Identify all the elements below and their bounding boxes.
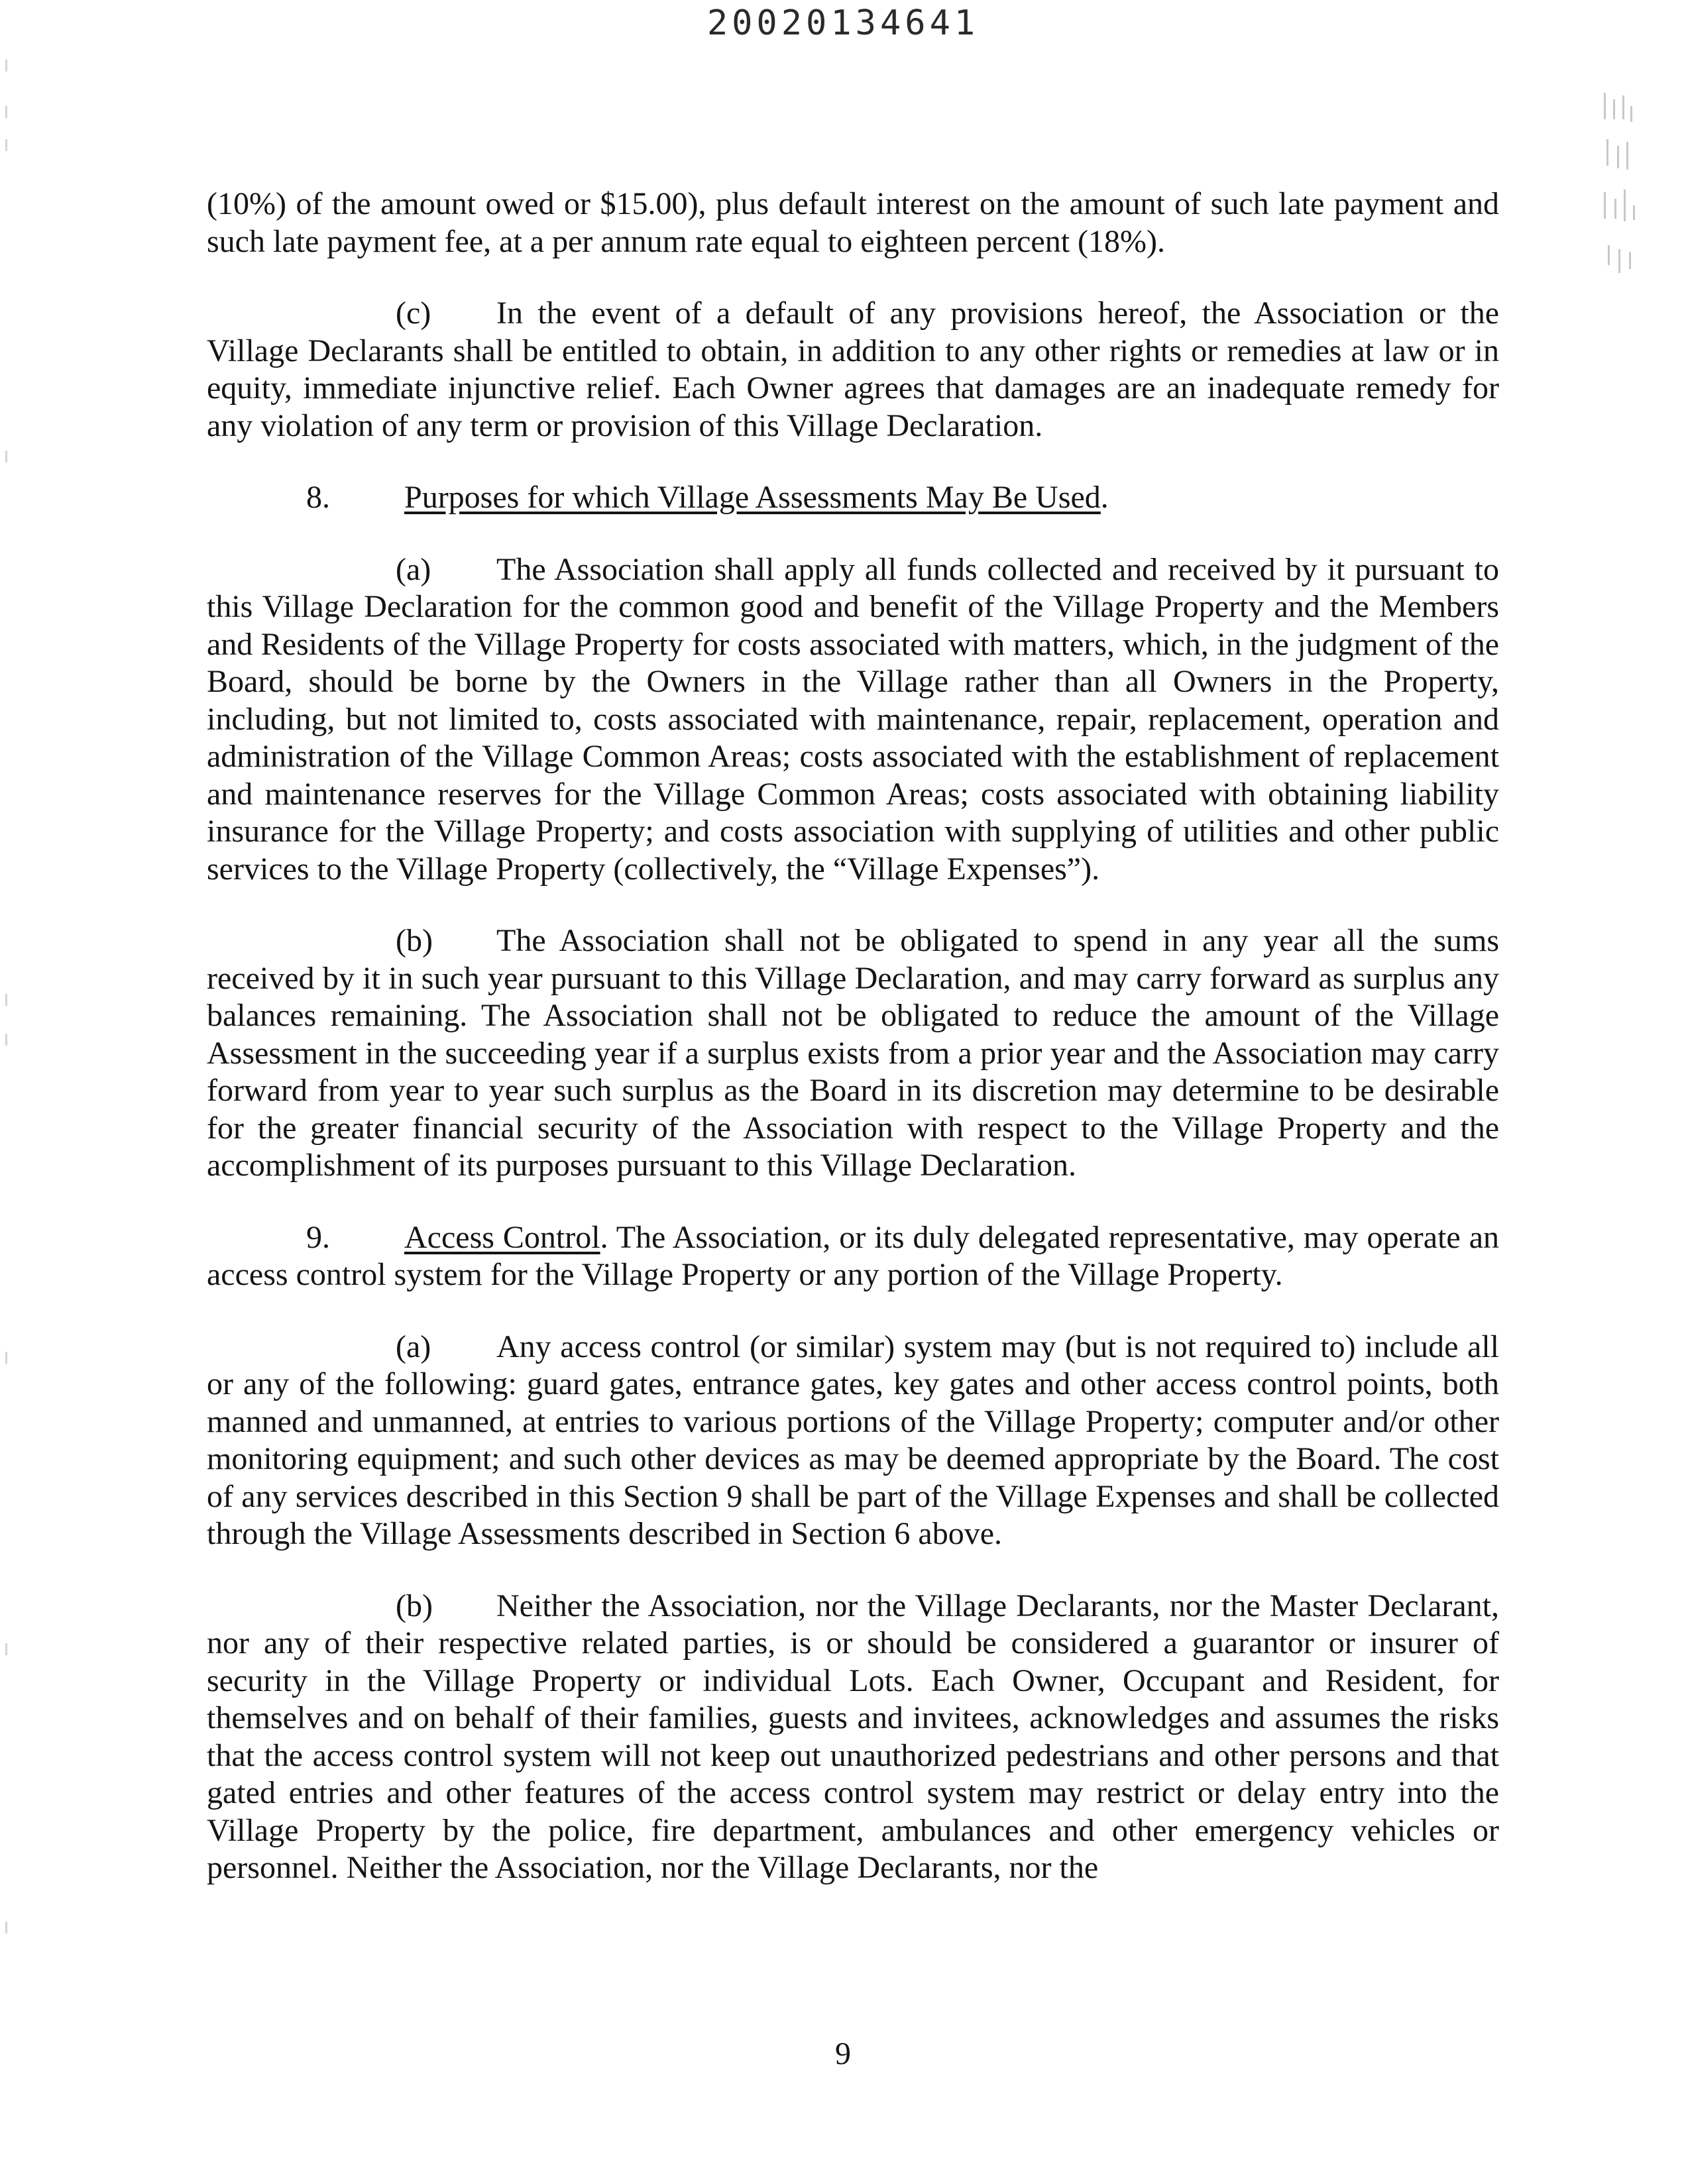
section-title: Access Control (404, 1219, 600, 1255)
paragraph-8b (207, 922, 1499, 1185)
paragraph-text: Neither the Association, nor the Village Declarants, nor the Master Declarant, nor any of their respective related parties, is or should be considered a guarantor or insurer of security in the Village Property or individual Lots. Each Owner, Occupant and Resident, for themselves and on behalf of their families, guests and invitees, acknowledges and assumes the risks that the access control system will not keep out unauthorized pedestrians and other persons and that gated entries and other features of the access control system may restrict or delay entry into the Village Property by the police, fire department, ambulances and other emergency vehicles or personnel. Neither the Association, nor the Village Declarants, nor the (207, 1588, 1499, 1885)
paragraph-text: The Association shall apply all funds collected and received by it pursuant to this Village Declaration for the common good and benefit of the Village Property and the Members and Residents of the Village Property for costs associated with matters, which, in the judgment of the Board, should be borne by the Owners in the Village rather than all Owners in the Property, including, but not limited to, costs associated with maintenance, repair, replacement, operation and administration of the Village Common Areas; costs associated with the establishment of replacement and maintenance reserves for the Village Common Areas; costs associated with obtaining liability insurance for the Village Property; and costs association with supplying of utilities and other public services to the Village Property (collectively, the “Village Expenses”). (207, 551, 1499, 887)
section-9-intro (207, 1219, 1499, 1294)
page-number: 9 (835, 2036, 851, 2071)
paragraph-late-payment-continuation (207, 186, 1499, 260)
paragraph-7c (207, 295, 1499, 445)
document-body (207, 186, 1499, 1922)
document-number: 20020134641 (706, 3, 980, 43)
subsection-label: (c) (396, 296, 431, 331)
section-title-period: . (1100, 480, 1109, 515)
paragraph-8a (207, 551, 1499, 889)
subsection-label: (a) (396, 1329, 431, 1364)
section-number: 8. (306, 480, 330, 515)
paragraph-text: Any access control (or similar) system may (but is not required to) include all or any of the following: guard gates, entrance gates, key gates and other access control points, both manned and unmanned, at entries to various portions of the Village Property; computer and/or other monitoring equipment; and such other devices as may be deemed appropriate by the Board. The cost of any services described in this Section 9 shall be part of the Village Expenses and shall be collected through the Village Assessments described in Section 6 above. (207, 1329, 1499, 1551)
left-edge-artifacts (5, 0, 9, 2184)
paragraph-9a (207, 1329, 1499, 1553)
subsection-label: (b) (396, 923, 433, 958)
section-number: 9. (306, 1219, 330, 1255)
paragraph-text: . The Association, or its duly delegated representative, may operate an access control system for the Village Property or any portion of the Village Property. (207, 1219, 1500, 1292)
section-title: Purposes for which Village Assessments May Be Used (404, 480, 1101, 515)
paragraph-text: The Association shall not be obligated to spend in any year all the sums received by it in such year pursuant to this Village Declaration, and may carry forward as surplus any balances remaining. The Association shall not be obligated to reduce the amount of the Village Assessment in the succeeding year if a surplus exists from a prior year and the Association may carry forward from year to year such surplus as the Board in its discretion may determine to be desirable for the greater financial security of the Association with respect to the Village Property and the accomplishment of its purposes pursuant to this Village Declaration. (207, 923, 1499, 1183)
subsection-label: (a) (396, 551, 431, 587)
paragraph-text: In the event of a default of any provisions hereof, the Association or the Village Declarants shall be entitled to obtain, in addition to any other rights or remedies at law or in equity, immediate injunctive relief. Each Owner agrees that damages are an inadequate remedy for any violation of any term or provision of this Village Declaration. (207, 296, 1499, 443)
scan-artifact-marks (1604, 93, 1637, 292)
paragraph-text: (10%) of the amount owed or $15.00), plus default interest on the amount of such late payment and such late payment fee, at a per annum rate equal to eighteen percent (18%). (207, 186, 1499, 259)
section-8-heading (207, 479, 1499, 517)
paragraph-9b (207, 1588, 1499, 1887)
subsection-label: (b) (396, 1588, 433, 1623)
